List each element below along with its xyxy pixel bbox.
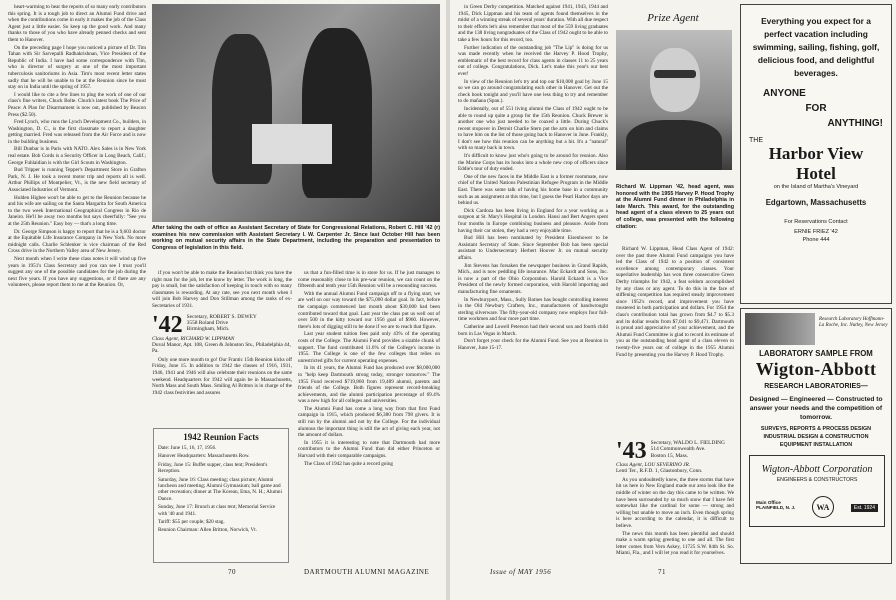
class-42-address1: 3558 Roland Drive <box>186 319 228 326</box>
class-43-paragraph: As you undoubtedly knew, the three storms that have hit us here in New England made our area look like the middle of winter on the day this came to be written. We have been surrounded by so much snow that I have felt somewhat like the cardinal for some — strong and willing but unable to move an inch. Even though spring is here according to the calendar, it is difficult to believe. <box>616 476 734 529</box>
left-column-3 <box>298 270 440 564</box>
class-43-address1: 514 Commonwealth Ave. <box>650 446 706 453</box>
left-col3-paragraph: Last year student tuition fees paid only 43% of the operating costs of the College. The Alumni Fund provides a sizable chunk of support. The fund contributed 11.6% of the College's income in 1955. The College is one of the few colleges that relies on unrestricted gifts for current operating expenses. <box>298 331 440 364</box>
class-43-header <box>616 440 734 462</box>
laboratory-photo <box>745 313 815 345</box>
right-col1-paragraph: Further indication of the outstanding job "The Lip" is doing for us was made recently when he received the Harvey P. Hood Trophy, emblematic of the best record for class agents in classes 11 to 25 years out of college. Congratulations, Dick. Let's make this year's our best ever! <box>458 44 608 77</box>
photo-caption: After taking the oath of office as Assistant Secretary of State for Congressional Relations, Robert C. Hill '42 (r) examines his new commission with Assistant Secretary I. W. Carpenter Jr. Since last October Hill has been working on mutual security affairs in the State Department, including the preparation and presentation to Congress of legislation in this field. <box>152 225 440 251</box>
right-col1-paragraph: Jim Stevens has forsaken the newspaper business in Grand Rapids, Mich., and is now peddling life insurance. Mac Eckardt and Sons, Inc. is now a part of the Ohio Corporation. Harold Eckardt is a Vice President of the newly formed corporation, with Harold importing and manufacturing fine ornaments. <box>458 262 608 295</box>
col2-text <box>152 270 292 310</box>
wigton-name: Wigton-Abbott <box>755 359 877 379</box>
class-43-address2: Boston 15, Mass. <box>650 452 689 459</box>
right-col1-paragraph: Dick Cardoza has been living in England for a year working as a surgeon at St. Mary's Hospital in London. Hansi and Bert Angers spent four months in Europe combining business and pleasure. Aside from having their car stolen, they had a very enjoyable time. <box>458 207 608 234</box>
left-page-number: 70 <box>228 568 236 576</box>
class-42-secretary: Secretary, ROBERT S. DEWEY <box>186 313 257 320</box>
wigton-services: SURVEYS, REPORTS & PROCESS DESIGN INDUSTRIAL DESIGN & CONSTRUCTION EQUIPMENT INSTALLATION <box>760 426 872 448</box>
left-page <box>0 0 446 600</box>
class-43-number: '43 <box>616 440 647 464</box>
wigton-labs: RESEARCH LABORATORIES— <box>764 383 868 390</box>
class-43-notes <box>616 477 734 557</box>
right-page-number: 71 <box>658 568 666 576</box>
magazine-title: DARTMOUTH ALUMNI MAGAZINE <box>304 568 430 576</box>
issue-label: Issue of MAY 1956 <box>490 568 552 576</box>
right-col1-paragraph: Incidentally, out of 551 living alumni the Class of 1942 ought to be able to round up quite a group for the 15th Reunion. Chuck Brewer is another one who just needed to be coaxed a little. During Chuck's recent stopover in Detroit Charlie Stern put the arm on him and claims to have him on the list of those going back to Hanover in June. Frankly, I don't see how this reunion can be anything but a hit. It's a "natural" with so many back in town. <box>458 105 608 152</box>
left-col3-paragraph: In its 41 years, the Alumni Fund has produced over $8,000,000 to "help keep Dartmouth strong today, stronger tomorrow." The 1955 Fund received $719,860 from 19,489 alumni, parents and friends of the College. Both figures represent record-breaking achievements, and the alumni participation percentage of 69.4% was a new high for all colleges and universities. <box>298 365 440 405</box>
class-43-secretary: Secretary, WALDO L. FIELDING <box>650 440 725 446</box>
left-col3-paragraph: The Class of 1942 has quite a record going <box>304 460 394 467</box>
prize-agent-title: Prize Agent <box>647 12 699 24</box>
class-42-address2: Birmingham, Mich. <box>186 326 230 333</box>
class-42-header <box>152 311 292 338</box>
class-43-agent-address: Lenti Ter., R.F.D. 1, Glastonbury, Conn. <box>616 468 703 475</box>
left-col3-paragraph: us that a fun-filled time is in store for us. If he just manages to come reasonably close to his pre-war reunion, we can count on the fifteenth and tenth year 15th Reunion will be a resounding success. <box>298 270 440 290</box>
wigton-abbott-ad <box>740 308 892 564</box>
harbor-name: Harbor View Hotel <box>768 144 864 183</box>
right-col1-paragraph: It's difficult to know just who's going to be around for reunion. Also the Marine Corps has its hooks into a whole new crop of officers since Eddie's tour of duty ended. <box>458 153 608 173</box>
harbor-for: FOR <box>805 103 827 114</box>
lippman-portrait <box>616 30 732 170</box>
right-col1-paragraph: in Green Derby competition. Matched against 1941, 1943, 1944 and 1945, Dick Lippman and his team of agents found themselves in the midst of a winning streak of several years' duration. With all due respect to their efforts let's also remember that most of the 559 living graduates and the 138 living nongraduates of the Class of 1942 ought to be able to take a few hours for this record, too. <box>458 4 608 43</box>
left-col3-paragraph: With the annual Alumni Fund campaign off to a flying start, we are well on our way toward the $75,000 dollar goal. In fact, before the campaign commenced last month about $30,000 had been contributed toward that goal. Last year the class put us well out of over 500 in the kitty toward our 1956 goal of $960. However, there's lots of digging still to be done if we are to reach that figure. <box>298 290 440 330</box>
wigton-corp-name: Wigton-Abbott Corporation <box>761 464 873 475</box>
harbor-intro: Everything you expect for a perfect vacation including swimming, sailing, fishing, golf, delicious food, and delightful beverages. <box>752 16 880 78</box>
left-col3-paragraph: The Alumni Fund has come a long way from that first Fund campaign in 1915, which produced $6,380 from 798 givers. It is still run by the alumni and not by the College. For the individual alumnus the important thing is still the act of giving each year, not the amount of dollars. <box>298 405 440 439</box>
class-43-agent: Class Agent, LOU SEVERINO JR. <box>616 462 691 468</box>
reunion-facts-box <box>153 428 289 563</box>
wigton-header: LABORATORY SAMPLE FROM <box>759 349 873 358</box>
reunion-fact-item: Saturday, June 16: Class meeting; class picture; Alumni luncheon and meeting; Alumni Gymnasium; ball game and other recreation; dinner at The Korean, Etna, N. H.; Alumni Dance. <box>158 476 282 502</box>
left-col1-paragraph: Bud Tripper is running Tepper's Department Store in Grafton Park, N. J. He took a recent motor trip and reports all is well. Arthur Phillips of Montpelier, Vt., is the new field secretary of Associated Industries of Vermont. <box>8 167 146 194</box>
harbor-anything: ANYTHING! <box>827 118 883 129</box>
wigton-tagline: Designed — Engineered — Constructed to answer your needs and the competition of tomorrow. <box>749 396 883 421</box>
harbor-phone: Phone 444 <box>802 237 830 243</box>
hill-oath-photo <box>152 4 440 222</box>
left-col1-paragraph: Bill Dunbar is in Paris with NATO. Alex Sales is in New York real estate. Bob Cords is a Security Officer in Long Beach, Calif.; George Fuhlaidian is with the Girl Scouts in Washington. <box>8 146 146 166</box>
left-col1-paragraph: I would like to cite a few lines to plug the work of one of our class's fine writers, Chuck Bolte. Chuck's latest book The Price of Peace: A Plan for Disarmament is now out, published by Beacon Press ($2.50). <box>8 91 146 118</box>
reunion-facts-list <box>158 445 284 534</box>
reunion-fact-item: Reunion Chairman: Allen Britton, Norwich, Vt. <box>158 527 258 534</box>
reunion-fact-item: Tariff: $55 per couple; $20 stag. <box>158 519 225 526</box>
left-col1-paragraph: Holden Higbee won't be able to get to the Reunion because he and his wife are sailing on the Santa Margarita for South America to the two week International Geographical Congress in Rio de Janeiro. He'll be away two months but says cheerfully: "See you at the 25th Reunion." Easy boy — that's a long time. <box>8 194 146 227</box>
right-column-1 <box>458 4 608 564</box>
reunion-facts-title: 1942 Reunion Facts <box>183 432 259 442</box>
harbor-reservations: For Reservations Contact <box>784 219 848 225</box>
right-col1-paragraph: Don't forget your check for the Alumni Fund. See you at Reunion in Hanover, June 15-17. <box>458 338 608 351</box>
left-col1-paragraph: heart-warming to hear the reports of so many early contributors this spring. It is a tough job to direct an Alumni Fund drive and when the contributions come in early it makes the job of the Class Agent just a little easier. So keep up the good work. And many thanks to those of you who have already penned checks and sent them to Hanover. <box>8 4 146 43</box>
class-42-agent: Class Agent, RICHARD W. LIPPMAN <box>152 335 235 342</box>
left-col1-paragraph: Next month when I write these class notes it will wind up five years in 1951's Class Secretary and you can see I trust you'll suggest any one of the possible candidates for the job during the next five years. If you have any suggestions, or if there are any volunteers, please report them to me at the Reunion. Or, <box>8 255 146 289</box>
right-col1-paragraph: Catherine and Lowell Peterson had their second son and fourth child born in Las Vegas in March. <box>458 323 608 337</box>
left-col1-paragraph: Fred Lynch, who runs the Lynch Development Co., builders, in Washington, D. C., is the first classmate to report a daughter getting married. Fred was released from the Air Force and is now in the building business. <box>8 119 146 145</box>
right-col1-paragraph: In view of the Reunion let's try and top our $10,000 goal by June 15 so we can go around congratulating each other in Hanover. Get out the check book tonight and you'll have one less thing to try and remember to do mañana (Span.). <box>458 78 608 105</box>
wa-monogram-icon: WA <box>812 496 834 518</box>
prize-caption: Richard W. Lippman '42, head agent, was honored with the 1955 Harvey P. Hood Trophy at the Alumni Fund dinner in Philadelphia in late March. This award, for the outstanding head agent of a class eleven to 25 years out of college, was presented with the following citation: <box>616 184 734 230</box>
harbor-the: THE <box>749 137 763 144</box>
reunion-fact-item: Date: June 15, 16, 17, 1956. <box>158 445 217 451</box>
class-43-section <box>616 440 734 564</box>
laboratory-photo-caption: Research Laboratory Hoffmann-La Roche, Inc. Nutley, New Jersey <box>819 317 888 328</box>
class-42-agent-address: Duval Manor, Apt. 108, Green & Johnston Sts., Philadelphia 44, Pa. <box>152 341 291 355</box>
class-42-number: '42 <box>152 311 183 338</box>
harbor-contact: ERNIE FRIEZ '42 <box>794 229 838 235</box>
left-col1-paragraph: On the preceding page I hope you noticed a picture of Dr. Tim Tahan with Sir Sarvepalli Radhakrishnan, Vice President of the Republic of India. I have had some correspondence with Tim, who is director of surgery at one of the most important tuberculosis sanitoriums in Asia. Tim's most recent letter states sadly that he will be unable to be at the Reunion since he must stay on in India until the spring of 1957. <box>8 44 146 91</box>
left-column-1 <box>8 4 146 564</box>
prize-text <box>616 246 734 438</box>
reunion-fact-item: Friday, June 15: Buffet supper, class tent; President's Reception. <box>158 461 268 475</box>
harbor-view-ad <box>740 4 892 304</box>
left-col2-paragraph: if you won't be able to make the Reunion but think you have the right man for the job, let me know by letter. The work is long, the pay is small, but the satisfaction of keeping in touch with so many classmates is rewarding. At any rate, see you next month when I will join Bob Harvey and Don Stillman among the ranks of ex-Secretaries of 1931. <box>152 270 292 309</box>
harbor-location: on the Island of Martha's Vineyard <box>773 184 859 190</box>
right-column-1-text <box>458 4 608 351</box>
right-page <box>450 0 896 600</box>
wigton-corp-sub: ENGINEERS & CONSTRUCTORS <box>776 477 858 483</box>
class-43-paragraph: The news this month has been plentiful and should make a warm spring greeting to one and all. The first letter comes from Vern Askey, 11725 S.W. 84th St. So. Miami, Fla., and I will let you read it for yourselves. <box>616 530 734 557</box>
class-42-paragraph: Only one more month to go! Our Frantic 15th Reunion kicks off Friday, June 15. In addition to 1942 the classes of 1916, 1931, 1946, 1941 and 1946 will also celebrate their reunions on the same weekend. Headquarters for 1942 will again be in Massachusetts, North Mass and South Mass. Smiling Al Britton is in charge of the 1942 class festivities and assures <box>152 356 292 396</box>
right-col1-paragraph: In Newburyport, Mass., Sully Barnes has bought controlling interest in the Old Newbury Crafters, Inc., manufacturers of handwrought sterling silverware. The fifty-year-old company now employs four full-time workmen and four more part time. <box>458 296 608 323</box>
wigton-corp-box <box>749 455 885 527</box>
wigton-est: Est. 1924 <box>851 504 878 512</box>
reunion-fact-item: Sunday, June 17: Brunch at class tent; Memorial Service with '40 and 1941. <box>158 504 276 517</box>
reunion-fact-item: Hanover Headquarters: Massachusetts Row. <box>158 453 250 460</box>
prize-paragraph: Richard W. Lippman, Head Class Agent of 1942: over the past three Alumni Fund campaigns you have led the Class of 1942 to a position of consistent excellence among contemporary classes. Your superlative leadership has won three consecutive Green Derby triumphs for 1942, a feat seldom accomplished by any class or any agent. To do this in the face of stiffening competition has required steady improvement since 1952's record, and improvement you have mustered in both participation and dollars. For 1954 the class's contribution total has grown from $4.7 to $5.3 and its dollar results from $7,041 to $9,471. Dartmouth is proud and appreciative of your achievement, and the Alumni Fund Committee is glad to record its estimate of you as the outstanding head agent of a class eleven to twenty-five years out of college in the 1955 Alumni Fund by presenting you the Harvey P. Hood Trophy. <box>616 246 734 358</box>
right-col1-paragraph: One of the new faces in the Middle East is a former roommate, now chief of the United Nations Palestinian Refugee Program in the Middle East. There was some talk of having his home base in a community such as an assignment at this time, but I guess the Pearl Harbor days are behind us. <box>458 173 608 207</box>
class-42-notes <box>152 357 292 397</box>
right-col1-paragraph: Bud Hill has been nominated by President Eisenhower to be Assistant Secretary of State. Since September Bob has been special assistant to Undersecretary Herbert Hoover Jr. on mutual security affairs. <box>458 235 608 261</box>
wigton-main-office: Main Office PLAINFIELD, N. J. <box>756 500 796 510</box>
harbor-anyone: ANYONE <box>763 88 806 99</box>
left-col3-paragraph: In 1955 it is interesting to note that Dartmouth had more contributors to the Alumni Fund than did either Princeton or Harvard with their comparable campaigns. <box>298 439 440 460</box>
harbor-town: Edgartown, Massachusetts <box>765 198 867 207</box>
left-column-1-text <box>8 4 146 289</box>
left-column-3-text <box>298 270 440 467</box>
left-col1-paragraph: Dr. George Simpson is happy to report that he is a 9,603 doctor at the Equitable Life Insurance Company in New York. No more midnight calls. Charlie Schlenker is vice chairman of the Red Cross drive in the Northern Valley area of New Jersey. <box>8 228 146 255</box>
